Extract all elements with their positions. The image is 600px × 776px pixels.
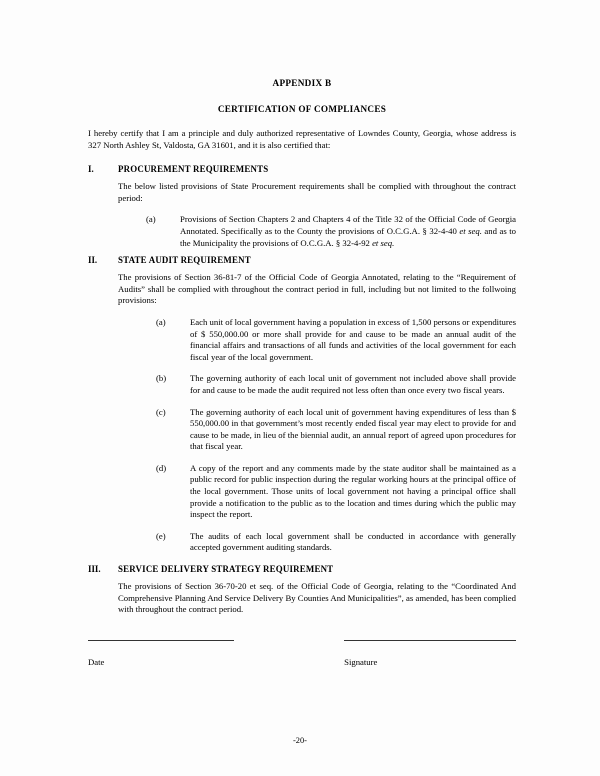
signature-line	[344, 640, 516, 641]
date-label: Date	[88, 657, 105, 667]
list-item-label: (a)	[146, 214, 156, 225]
list-item-text: Each unit of local government having a population in excess of 1,500 persons or expenditures of $ 550,000.00 or more shall provide for and cause to be made an annual audit of the financial affairs and transactions of all funds and activities of the local government for each fiscal year of the local government.	[190, 316, 516, 362]
list-item	[156, 407, 516, 453]
list-item-label: (a)	[156, 316, 166, 327]
section-title-2: STATE AUDIT REQUIREMENT	[118, 255, 251, 266]
list-item	[156, 373, 516, 396]
item-italic-1: et seq.	[459, 225, 482, 236]
section-body-1	[118, 181, 516, 204]
list-item	[156, 463, 516, 521]
list-item-label: (c)	[156, 406, 166, 417]
list-item	[156, 317, 516, 363]
section-1-items	[146, 214, 516, 249]
list-item	[146, 214, 516, 249]
list-item-label: (b)	[156, 373, 167, 384]
list-item-text: The audits of each local government shall be conducted in accordance with generally accepted government auditing standards.	[190, 530, 516, 553]
signature-column	[344, 640, 516, 667]
page-number: -20-	[293, 736, 307, 745]
section-body-text-3: The provisions of Section 36-70-20 et seq. of the Official Code of Georgia, relating to the “Coordinated And Comprehensive Planning And Service Delivery By Counties And Municipalities”, as amended, has been complied with throughout the contract period.	[118, 581, 516, 615]
list-item-text: A copy of the report and any comments made by the state auditor shall be maintained as a public record for public inspection during the regular working hours at the principal office of the local government. Those units of local government not having a principal office shall provide a notification to the public as to the location and times during which the public may inspect the report.	[190, 462, 516, 520]
page-title: APPENDIX B	[272, 78, 332, 88]
section-body-text-2: The provisions of Section 36-81-7 of the Official Code of Georgia Annotated, relating to the “Requirement of Audits” shall be complied with throughout the contract period in full, including but not limited to the follwoing provisions:	[118, 272, 516, 306]
signature-label: Signature	[344, 657, 378, 667]
item-text-part-2: and as to the Municipality the provisions of O.C.G.A. § 32-4-92	[180, 225, 516, 248]
item-italic-2: et seq.	[372, 237, 395, 248]
section-title-3: SERVICE DELIVERY STRATEGY REQUIREMENT	[118, 564, 334, 575]
section-body-2	[118, 272, 516, 307]
list-item-label: (d)	[156, 462, 167, 473]
section-number-3: III.	[88, 564, 101, 575]
date-line	[88, 640, 234, 641]
section-number-2: II.	[88, 255, 98, 266]
section-body-3	[118, 581, 516, 616]
list-item-text: The governing authority of each local unit of government not included above shall provide for and cause to be made the audit required not less often than once every two fiscal years.	[190, 373, 516, 395]
section-heading-2	[88, 255, 516, 265]
list-item-text: The governing authority of each local unit of government having expenditures of less than $ 550,000.00 in that government’s most recently ended fiscal year may elect to provide for and cause to be made, in lieu of the biennial audit, an annual report of agreed upon procedures for that fiscal year.	[190, 406, 516, 452]
section-title-1: PROCUREMENT REQUIREMENTS	[118, 164, 269, 175]
document-content	[88, 78, 516, 626]
section-body-text-1: The below listed provisions of State Procurement requirements shall be complied with throughout the contract period:	[118, 181, 516, 203]
item-text-part-1: Provisions of Section Chapters 2 and Chapters 4 of the Title 32 of the Official Code of Georgia Annotated. Specifically as to the County the provisions of O.C.G.A. § 32-4-40	[180, 214, 516, 236]
section-number-1: I.	[88, 164, 94, 175]
intro-paragraph: I hereby certify that I am a principle and duly authorized representative of Lowndes County, Georgia, whose address is 327 North Ashley St, Valdosta, GA 31601, and it is also certified that:	[88, 128, 516, 150]
section-heading-1	[88, 164, 516, 174]
date-column	[88, 640, 234, 667]
section-heading-3	[88, 564, 516, 574]
signature-block	[88, 640, 516, 667]
section-2-items	[156, 317, 516, 554]
list-item-label: (e)	[156, 530, 166, 541]
list-item	[156, 531, 516, 554]
list-item-text	[180, 214, 516, 249]
page-subtitle: CERTIFICATION OF COMPLIANCES	[217, 104, 387, 114]
